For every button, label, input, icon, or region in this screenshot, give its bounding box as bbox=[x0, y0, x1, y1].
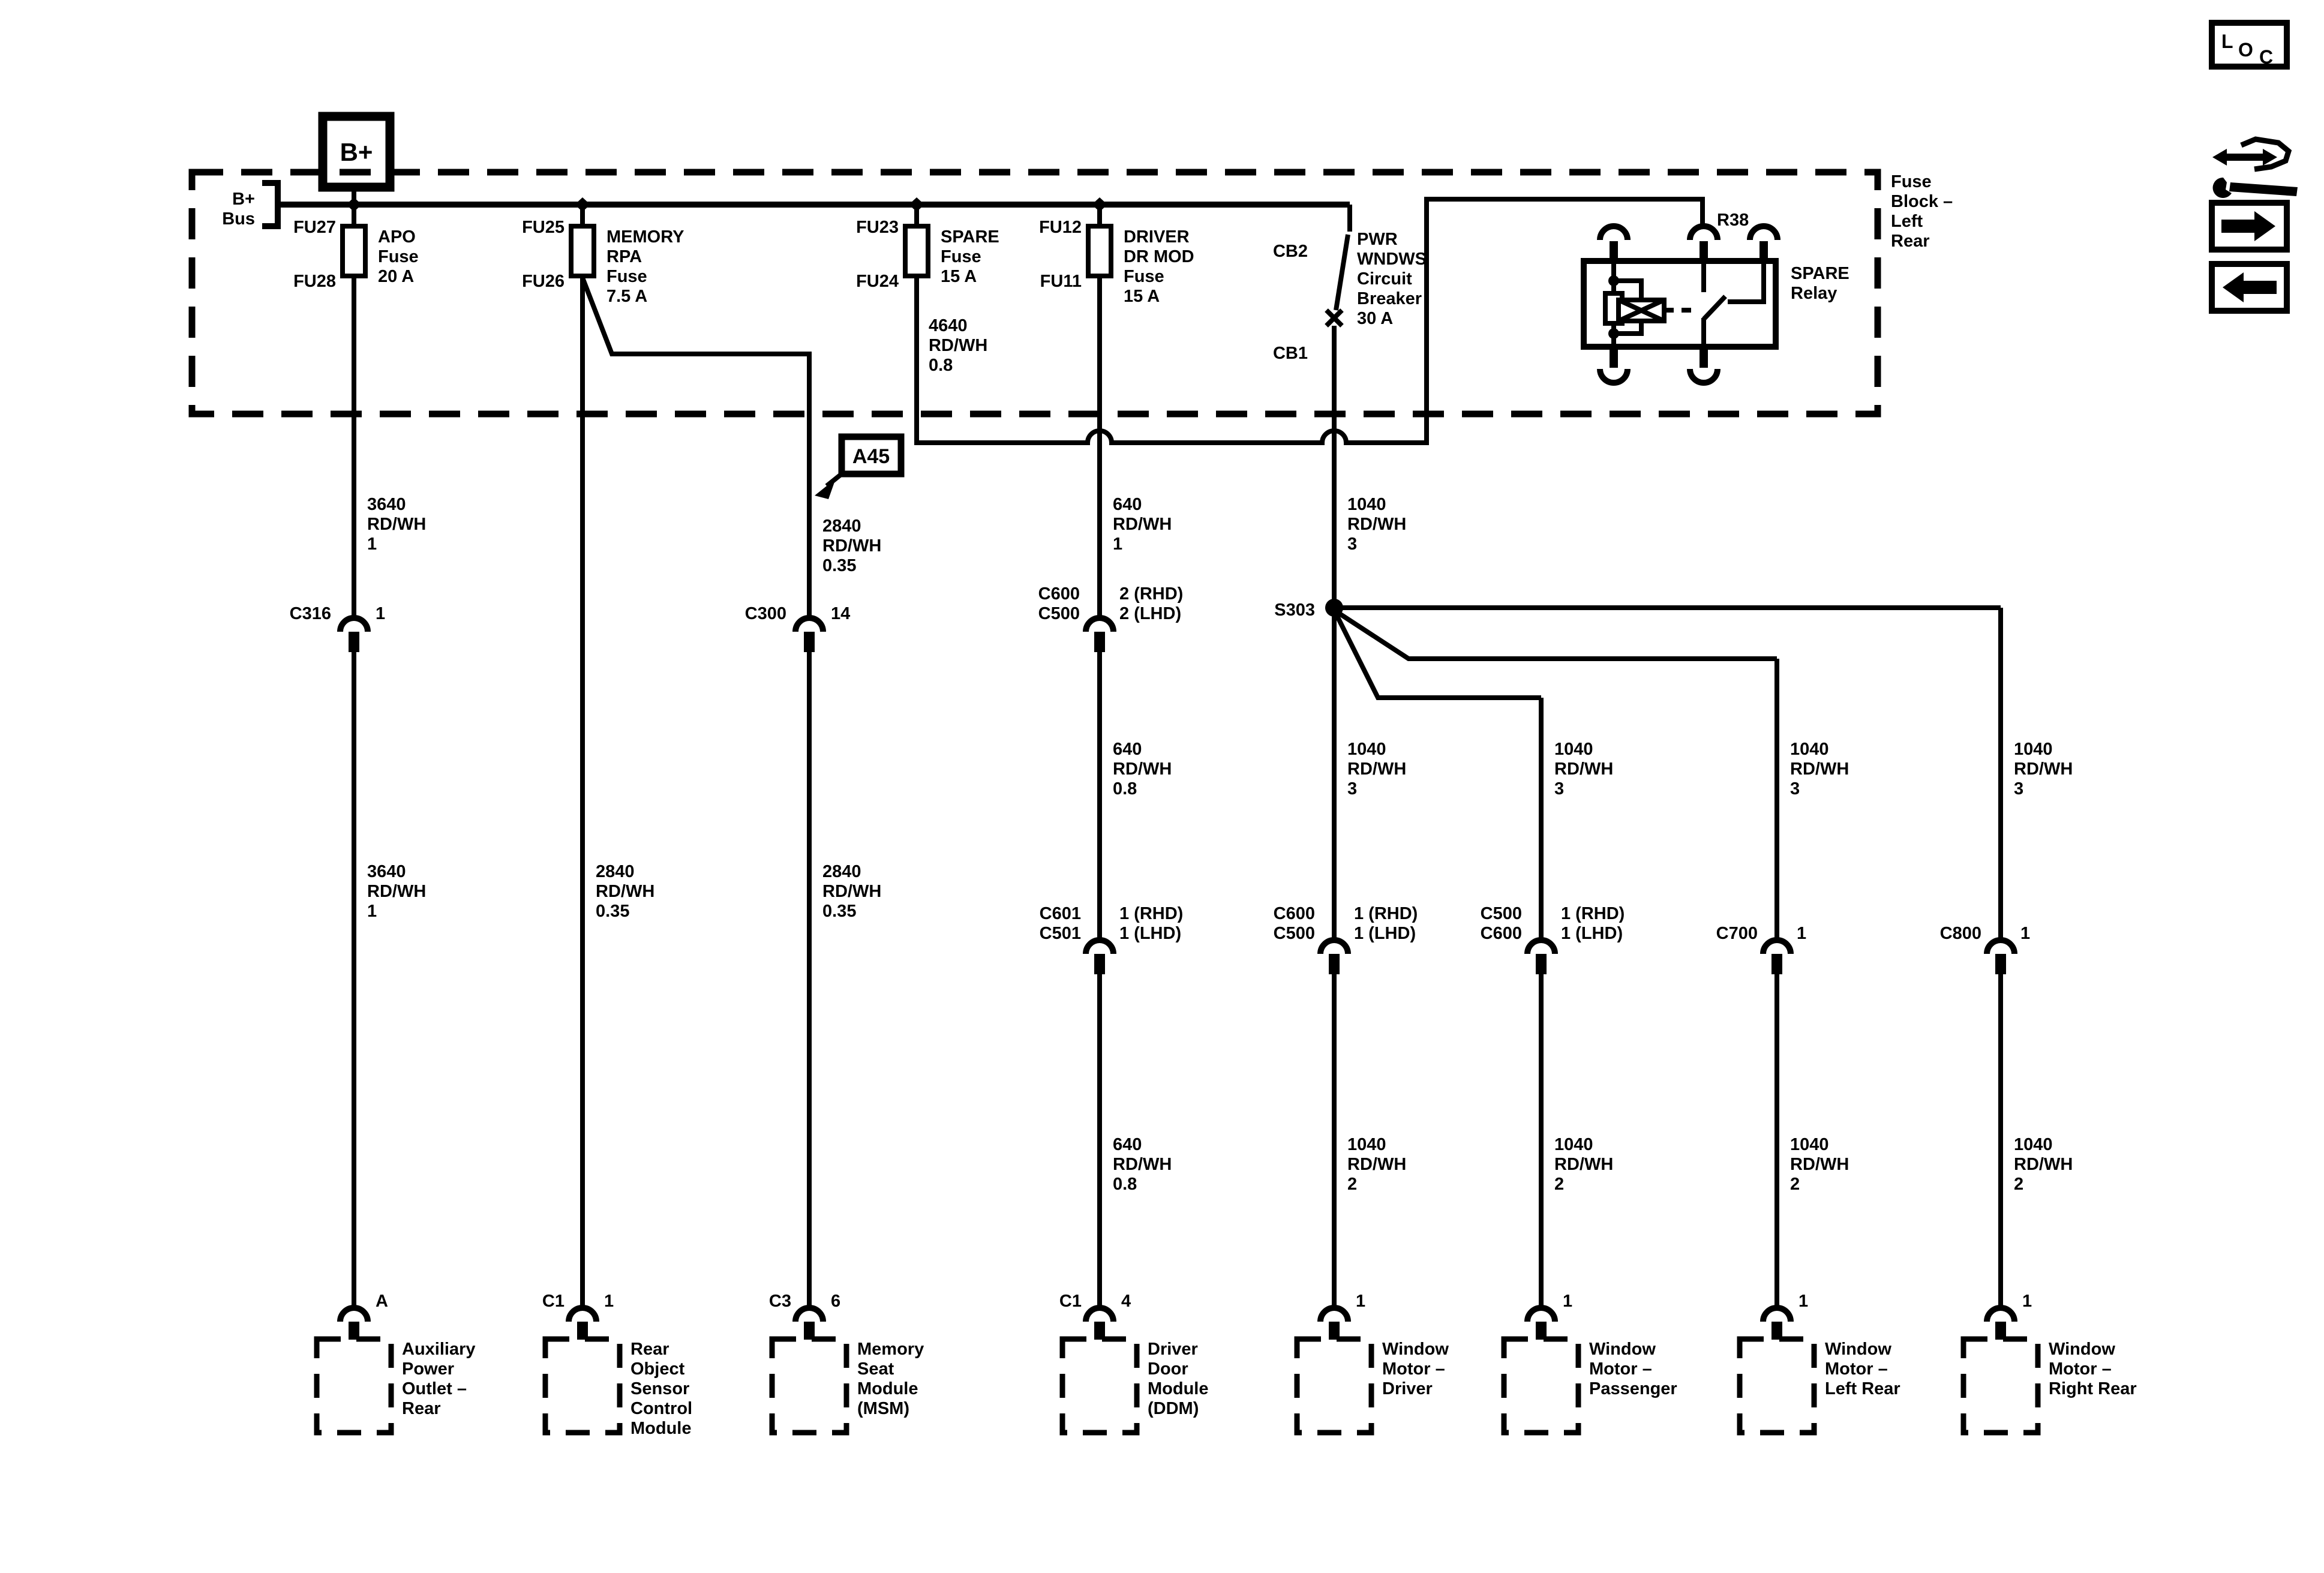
fuse-name: MEMORY bbox=[606, 227, 684, 247]
column-driver-door-module bbox=[1038, 414, 1209, 1433]
breaker-name: WNDWS bbox=[1357, 250, 1427, 269]
connector-label: C300 bbox=[744, 604, 786, 623]
fuse-name: DR MOD bbox=[1124, 247, 1194, 266]
module-name: Motor – bbox=[2049, 1359, 2112, 1379]
fuse-name: Fuse bbox=[378, 247, 419, 266]
wire-label: RD/WH bbox=[929, 336, 988, 355]
wire-label: 1040 bbox=[1347, 740, 1386, 759]
fuse-block-label: Block – bbox=[1891, 192, 1953, 211]
module-name: Control bbox=[630, 1399, 693, 1418]
module-box bbox=[772, 1339, 846, 1433]
wire-label: 0.35 bbox=[822, 556, 857, 575]
column-window-motor-driver bbox=[1274, 326, 2001, 1433]
wire-label: RD/WH bbox=[822, 882, 882, 901]
wire-label: 1040 bbox=[1790, 1135, 1829, 1154]
wire-label: 2840 bbox=[822, 517, 861, 536]
wire-label: RD/WH bbox=[367, 515, 427, 534]
connector-pin: 2 (RHD) bbox=[1119, 584, 1184, 604]
back-arrow-icon bbox=[2223, 272, 2277, 302]
circuit-breaker-pwr-wndws bbox=[1273, 205, 1427, 363]
wire-label: RD/WH bbox=[1554, 760, 1614, 779]
connector-label: C800 bbox=[1939, 924, 1981, 943]
connector-pin: 1 (LHD) bbox=[1354, 924, 1416, 943]
wire-label: 3640 bbox=[367, 495, 406, 514]
fuse-name: Fuse bbox=[1124, 267, 1164, 286]
module-box bbox=[1062, 1339, 1137, 1433]
fuse-memory-rpa bbox=[522, 205, 809, 414]
connector-label: C1 bbox=[1059, 1292, 1082, 1311]
module-name: Object bbox=[630, 1359, 685, 1379]
connector-pin: 2 (LHD) bbox=[1119, 604, 1182, 623]
relay-id: R38 bbox=[1717, 211, 1749, 230]
connector-label: C500 bbox=[1038, 604, 1080, 623]
module-name: Door bbox=[1148, 1359, 1188, 1379]
connector-pin: 1 (RHD) bbox=[1119, 904, 1184, 923]
fuse-name: Fuse bbox=[606, 267, 647, 286]
module-box bbox=[1963, 1339, 2038, 1433]
connector-label: C316 bbox=[289, 604, 331, 623]
connector-pin: 4 bbox=[1121, 1292, 1131, 1311]
connector-label: C600 bbox=[1480, 924, 1522, 943]
module-box bbox=[1297, 1339, 1371, 1433]
column-memory-seat-module bbox=[745, 414, 924, 1433]
fuse-name: SPARE bbox=[941, 227, 999, 247]
breaker-terminal-label: CB2 bbox=[1272, 242, 1308, 261]
loc-letter: C bbox=[2259, 46, 2274, 68]
module-name: Window bbox=[1825, 1340, 1891, 1359]
connector-pin: 1 bbox=[1797, 924, 1807, 943]
module-name: (MSM) bbox=[857, 1399, 909, 1418]
wire-label: 2 bbox=[2014, 1175, 2024, 1194]
wire-label: RD/WH bbox=[1790, 760, 1849, 779]
module-name: Module bbox=[1148, 1379, 1209, 1398]
connector-label: C600 bbox=[1273, 904, 1315, 923]
module-name: Window bbox=[2049, 1340, 2115, 1359]
fuse-block-label: Fuse bbox=[1891, 172, 1932, 191]
fuse-spare bbox=[856, 205, 999, 375]
callout-a45 bbox=[815, 437, 901, 499]
connector-pin: 1 (RHD) bbox=[1561, 904, 1625, 923]
service-wrench-icon bbox=[2212, 139, 2298, 198]
connector-pin: 14 bbox=[831, 604, 851, 623]
fuse-apo bbox=[293, 205, 419, 414]
wire-label: 2840 bbox=[596, 862, 635, 881]
connector-pin: 1 bbox=[1356, 1292, 1366, 1311]
wire-label: 3 bbox=[1347, 535, 1358, 554]
module-name: Module bbox=[857, 1379, 918, 1398]
connector-pin: 1 bbox=[604, 1292, 614, 1311]
bus-label: Bus bbox=[222, 209, 255, 229]
wire-label: 1040 bbox=[1554, 1135, 1593, 1154]
fuse-name: 20 A bbox=[378, 267, 415, 286]
fuse-terminal-label: FU28 bbox=[293, 272, 336, 291]
wire-label: 1040 bbox=[1347, 495, 1386, 514]
fuse-name: APO bbox=[378, 227, 416, 247]
module-name: Memory bbox=[857, 1340, 924, 1359]
b-plus-terminal bbox=[323, 116, 390, 205]
module-name: Seat bbox=[857, 1359, 894, 1379]
fuse-block-label: Rear bbox=[1891, 232, 1930, 251]
wire-label: 3 bbox=[1790, 779, 1800, 798]
b-plus-bus bbox=[222, 183, 278, 229]
fuse-terminal-label: FU27 bbox=[293, 218, 336, 237]
module-box bbox=[545, 1339, 620, 1433]
wire-label: 1040 bbox=[2014, 740, 2053, 759]
connector-pin: 1 (LHD) bbox=[1561, 924, 1623, 943]
wire-label: 0.35 bbox=[822, 902, 857, 921]
module-name: Left Rear bbox=[1825, 1379, 1900, 1398]
wire-label: 1040 bbox=[1347, 1135, 1386, 1154]
fuse-name: Fuse bbox=[941, 247, 981, 266]
wire-label: 1 bbox=[367, 535, 377, 554]
wire-label: RD/WH bbox=[1790, 1155, 1849, 1174]
module-name: Outlet – bbox=[402, 1379, 467, 1398]
relay-name: SPARE bbox=[1791, 264, 1849, 283]
fuse-name: DRIVER bbox=[1124, 227, 1190, 247]
fuse-terminal-label: FU26 bbox=[522, 272, 565, 291]
connector-pin: 1 bbox=[1798, 1292, 1809, 1311]
wire-label: 3 bbox=[1347, 779, 1358, 798]
fuse-terminal-label: FU11 bbox=[1040, 272, 1082, 291]
wire-label: 2 bbox=[1554, 1175, 1565, 1194]
module-name: Power bbox=[402, 1359, 455, 1379]
column-window-motor-left-rear bbox=[1716, 659, 1900, 1433]
column-auxiliary-power-outlet bbox=[290, 414, 476, 1433]
module-name: Module bbox=[630, 1419, 692, 1438]
connector-label: C500 bbox=[1480, 904, 1522, 923]
module-box bbox=[1504, 1339, 1578, 1433]
module-name: Driver bbox=[1148, 1340, 1198, 1359]
module-name: Rear bbox=[630, 1340, 669, 1359]
wire-label: 3 bbox=[2014, 779, 2024, 798]
module-name: Rear bbox=[402, 1399, 441, 1418]
column-rear-object-sensor bbox=[542, 414, 692, 1438]
fuse-block-label: Left bbox=[1891, 212, 1923, 231]
module-name: Window bbox=[1382, 1340, 1449, 1359]
wire-label: RD/WH bbox=[1113, 1155, 1172, 1174]
fuse-name: 7.5 A bbox=[606, 287, 648, 306]
wire-label: 1040 bbox=[1554, 740, 1593, 759]
loc-letter: L bbox=[2221, 31, 2233, 52]
connector-pin: 1 bbox=[376, 604, 386, 623]
wire-label: 1 bbox=[367, 902, 377, 921]
module-name: Motor – bbox=[1825, 1359, 1888, 1379]
wire-label: RD/WH bbox=[822, 536, 882, 556]
wire-label: 2 bbox=[1790, 1175, 1800, 1194]
module-box bbox=[1740, 1339, 1814, 1433]
column-window-motor-passenger bbox=[1481, 698, 1677, 1433]
wire-label: 2 bbox=[1347, 1175, 1358, 1194]
module-name: Motor – bbox=[1382, 1359, 1445, 1379]
connector-pin: 1 bbox=[1563, 1292, 1573, 1311]
module-name: Sensor bbox=[630, 1379, 690, 1398]
wire-label: RD/WH bbox=[1113, 515, 1172, 534]
wire-label: 0.8 bbox=[1113, 779, 1137, 798]
connector-label: C501 bbox=[1039, 924, 1081, 943]
loc-indicator bbox=[2212, 23, 2287, 68]
module-name: Right Rear bbox=[2049, 1379, 2137, 1398]
spare-relay bbox=[1584, 211, 1849, 383]
wire-label: 640 bbox=[1113, 1135, 1142, 1154]
wire-label: RD/WH bbox=[367, 882, 427, 901]
wire-label: 1040 bbox=[2014, 1135, 2053, 1154]
connector-pin: 1 bbox=[2022, 1292, 2032, 1311]
connector-pin: 1 (RHD) bbox=[1354, 904, 1418, 923]
wire-label: 1 bbox=[1113, 535, 1123, 554]
fuse-name: 15 A bbox=[1124, 287, 1160, 306]
wire-label: RD/WH bbox=[1554, 1155, 1614, 1174]
wire-label: RD/WH bbox=[596, 882, 655, 901]
module-name: Passenger bbox=[1589, 1379, 1677, 1398]
splice-s303 bbox=[1274, 599, 2001, 698]
module-name: (DDM) bbox=[1148, 1399, 1199, 1418]
breaker-name: 30 A bbox=[1357, 309, 1394, 328]
wire-label: 2840 bbox=[822, 862, 861, 881]
connector-label: C3 bbox=[768, 1292, 791, 1311]
module-name: Window bbox=[1589, 1340, 1656, 1359]
connector-pin: 1 bbox=[2020, 924, 2031, 943]
fuse-name: 15 A bbox=[941, 267, 977, 286]
column-window-motor-right-rear bbox=[1940, 608, 2137, 1433]
loc-letter: O bbox=[2238, 39, 2253, 61]
connector-label: C1 bbox=[542, 1292, 565, 1311]
module-name: Auxiliary bbox=[402, 1340, 476, 1359]
relay-name: Relay bbox=[1791, 284, 1837, 303]
module-name: Driver bbox=[1382, 1379, 1433, 1398]
breaker-name: Breaker bbox=[1357, 289, 1422, 308]
wire-label: 3640 bbox=[367, 862, 406, 881]
connector-label: C500 bbox=[1273, 924, 1315, 943]
forward-arrow-icon bbox=[2221, 211, 2275, 241]
fuse-terminal-label: FU24 bbox=[856, 272, 899, 291]
wire-label: 0.35 bbox=[596, 902, 630, 921]
bus-label: B+ bbox=[232, 190, 255, 209]
module-name: Motor – bbox=[1589, 1359, 1652, 1379]
connector-pin: 6 bbox=[831, 1292, 841, 1311]
connector-label: C700 bbox=[1716, 924, 1758, 943]
wire-label: RD/WH bbox=[1347, 760, 1407, 779]
wire-label: 640 bbox=[1113, 740, 1142, 759]
connector-label: C601 bbox=[1039, 904, 1081, 923]
b-plus-label: B+ bbox=[340, 138, 373, 166]
fuse-terminal-label: FU12 bbox=[1039, 218, 1082, 237]
fuse-terminal-label: FU23 bbox=[856, 218, 899, 237]
forward-arrow-button[interactable] bbox=[2212, 203, 2287, 250]
wire-label: 1040 bbox=[1790, 740, 1829, 759]
wire-label: 0.8 bbox=[1113, 1175, 1137, 1194]
connector-pin: A bbox=[376, 1292, 388, 1311]
back-arrow-button[interactable] bbox=[2212, 264, 2287, 311]
splice-label: S303 bbox=[1274, 601, 1315, 620]
fuse-terminal-label: FU25 bbox=[522, 218, 565, 237]
wire-label: RD/WH bbox=[1347, 1155, 1407, 1174]
callout-label: A45 bbox=[852, 445, 890, 468]
wire-label: RD/WH bbox=[2014, 1155, 2073, 1174]
fuse-driver-dr-mod bbox=[1039, 205, 1194, 414]
wire-label: 3 bbox=[1554, 779, 1565, 798]
wire-label: RD/WH bbox=[1113, 760, 1172, 779]
fuse-block-left-rear bbox=[192, 116, 1953, 443]
wire-label: RD/WH bbox=[1347, 515, 1407, 534]
breaker-name: Circuit bbox=[1357, 269, 1412, 289]
breaker-name: PWR bbox=[1357, 230, 1398, 249]
module-box bbox=[317, 1339, 391, 1433]
wire-label: 0.8 bbox=[929, 356, 953, 375]
connector-label: C600 bbox=[1038, 584, 1080, 604]
breaker-terminal-label: CB1 bbox=[1272, 344, 1308, 363]
connector-pin: 1 (LHD) bbox=[1119, 924, 1182, 943]
wire-label: 4640 bbox=[929, 316, 968, 335]
fuse-name: RPA bbox=[606, 247, 642, 266]
wire-label: 640 bbox=[1113, 495, 1142, 514]
wire-label: RD/WH bbox=[2014, 760, 2073, 779]
